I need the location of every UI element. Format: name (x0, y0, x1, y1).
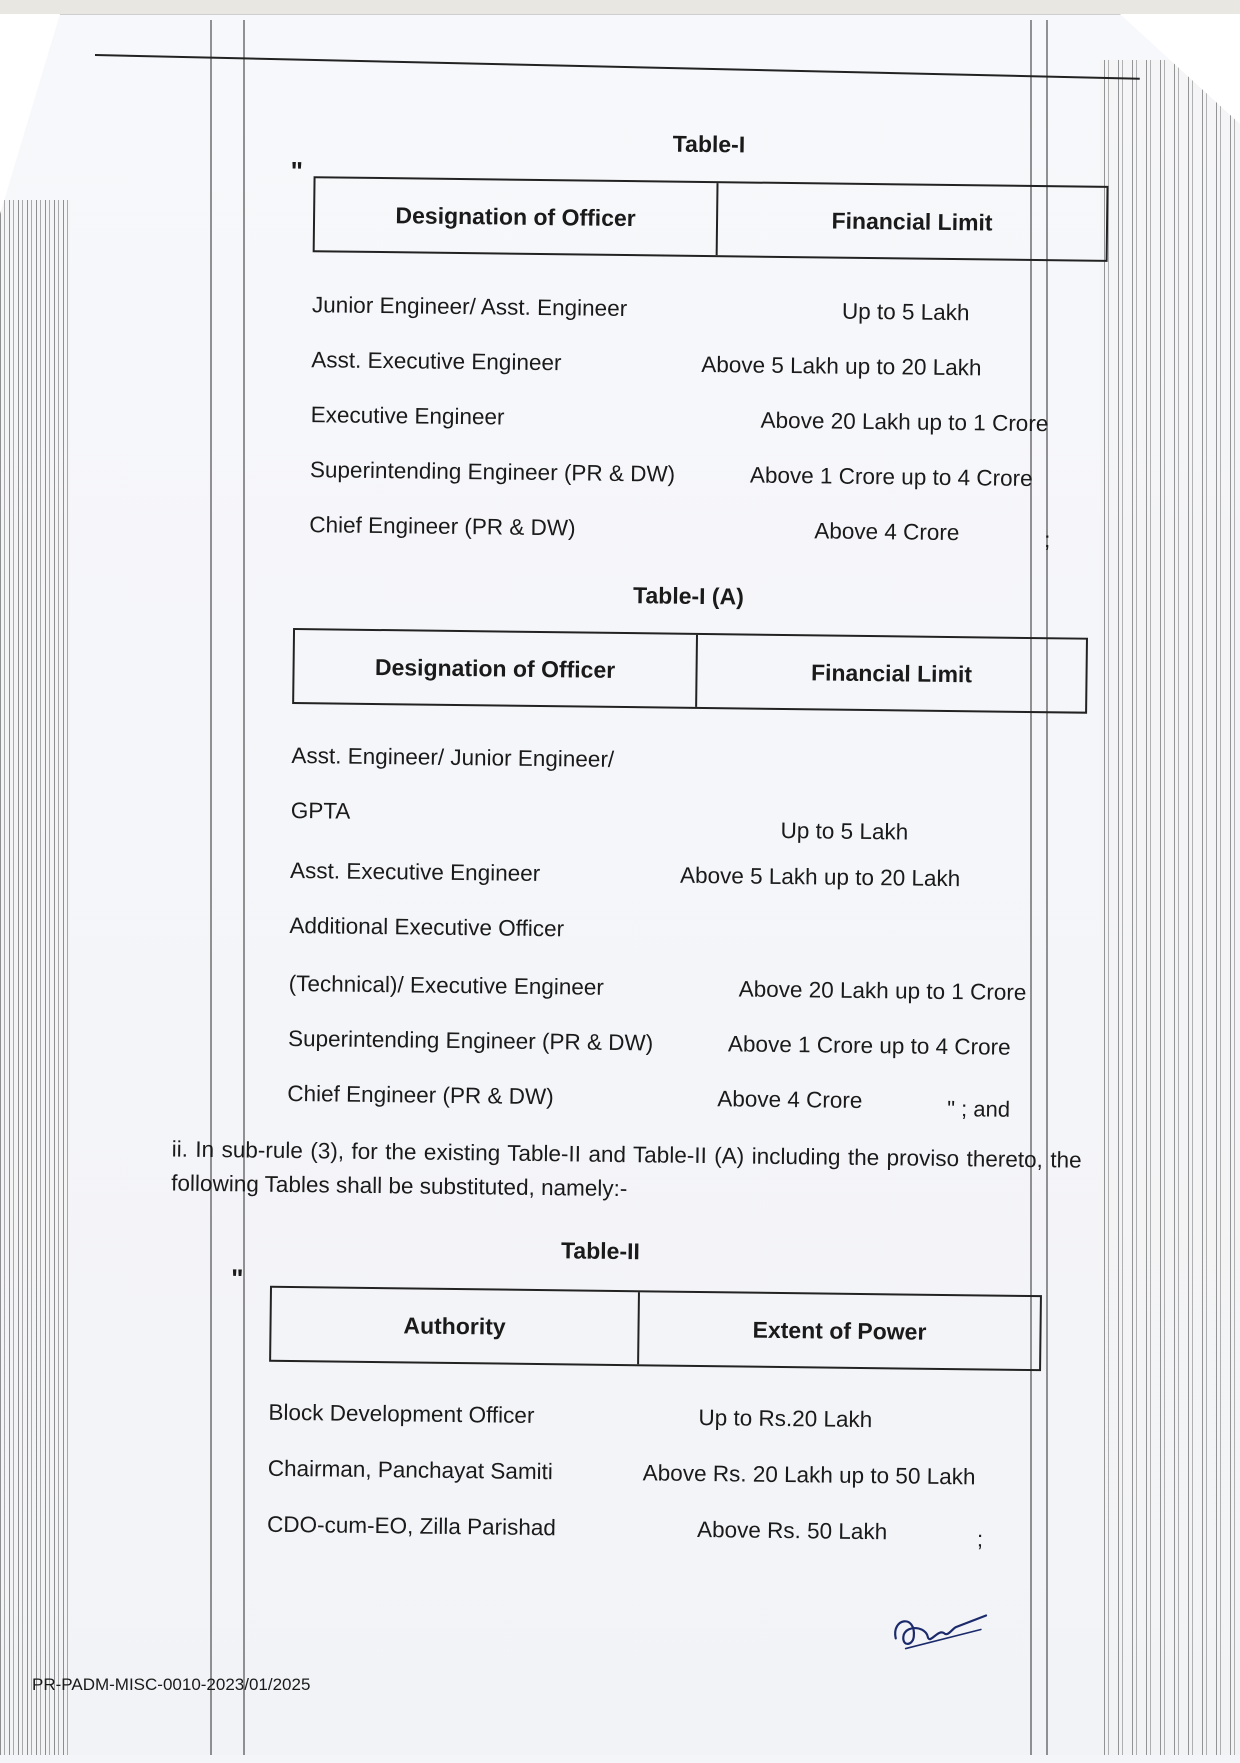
table-1a-header (292, 628, 1088, 714)
officer-cell: Asst. Executive Engineer (289, 857, 541, 887)
authority-cell: Block Development Officer (268, 1399, 535, 1428)
officer-cell: Chief Engineer (PR & DW) (309, 512, 576, 541)
table-row (310, 402, 1110, 446)
officer-cell: Asst. Engineer/ Junior Engineer/ (291, 742, 615, 772)
table-row (268, 1400, 1068, 1444)
officer-cell: Chief Engineer (PR & DW) (287, 1080, 554, 1110)
table-2-header (269, 1286, 1042, 1371)
officer-cell: Junior Engineer/ Asst. Engineer (311, 292, 628, 322)
table-row (289, 913, 1089, 957)
limit-cell: Above 4 Crore (814, 518, 960, 546)
officer-cell: Superintending Engineer (PR & DW) (287, 1025, 654, 1056)
table-row (310, 457, 1110, 501)
authority-cell: Chairman, Panchayat Samiti (267, 1455, 554, 1485)
table-row (288, 971, 1088, 1015)
limit-cell: Above 5 Lakh up to 20 Lakh (679, 862, 961, 892)
table-1-trailing: ; (1044, 527, 1051, 553)
limit-cell: Above 1 Crore up to 4 Crore (727, 1031, 1011, 1060)
signature-mark (886, 1598, 997, 1659)
limit-cell: Above 1 Crore up to 4 Crore (749, 462, 1033, 492)
table-row (267, 1512, 1067, 1556)
table-1-header (313, 176, 1109, 262)
table-2-title: Table-II (560, 1237, 641, 1265)
table-row (290, 858, 1090, 902)
table-1a-header-limit: Financial Limit (810, 658, 973, 687)
table-1a-title: Table-I (A) (632, 582, 744, 610)
table-1-header-limit: Financial Limit (831, 207, 993, 236)
limit-cell: Up to 5 Lakh (841, 298, 970, 326)
table-1-open-quote: " (290, 155, 304, 187)
officer-cell: Superintending Engineer (PR & DW) (309, 457, 676, 487)
table-row (288, 1026, 1088, 1070)
officer-cell: Additional Executive Officer (289, 912, 565, 942)
paragraph-ii: ii. In sub-rule (3), for the existing Table-II and Table-II (A) including the proviso thereto, the following Tables shall be substituted, namely:- (171, 1136, 1082, 1202)
table-row (268, 1456, 1068, 1500)
limit-cell: Above 20 Lakh up to 1 Crore (738, 976, 1027, 1005)
table-2-open-quote: " (230, 1263, 244, 1294)
table-2-trailing: ; (976, 1526, 984, 1552)
table-row (291, 743, 1091, 787)
table-1a-header-designation: Designation of Officer (294, 630, 698, 707)
limit-cell: Above 5 Lakh up to 20 Lakh (701, 351, 982, 381)
authority-cell: CDO-cum-EO, Zilla Parishad (266, 1511, 557, 1541)
limit-cell: Above 4 Crore (717, 1086, 863, 1113)
power-cell: Above Rs. 20 Lakh up to 50 Lakh (642, 1460, 976, 1490)
table-1-header-designation: Designation of Officer (315, 178, 719, 255)
officer-cell: Asst. Executive Engineer (311, 347, 562, 376)
table-row (312, 292, 1112, 336)
limit-cell: Above 20 Lakh up to 1 Crore (760, 407, 1049, 437)
table-row (311, 347, 1111, 391)
power-cell: Up to Rs.20 Lakh (698, 1404, 873, 1433)
footer-reference-code: PR-PADM-MISC-0010-2023/01/2025 (32, 1675, 311, 1694)
officer-cell: GPTA (290, 797, 351, 824)
table-2-header-authority: Authority (271, 1288, 640, 1364)
officer-cell: Executive Engineer (310, 402, 505, 430)
table-2-header-power: Extent of Power (752, 1316, 927, 1345)
table-1a-trailing: " ; and (947, 1096, 1011, 1122)
limit-cell: Up to 5 Lakh (780, 817, 909, 845)
table-row (309, 512, 1109, 556)
table-1-title: Table-I (672, 130, 746, 158)
table-row (290, 797, 1091, 845)
power-cell: Above Rs. 50 Lakh (696, 1516, 888, 1545)
officer-cell: (Technical)/ Executive Engineer (288, 970, 604, 1000)
